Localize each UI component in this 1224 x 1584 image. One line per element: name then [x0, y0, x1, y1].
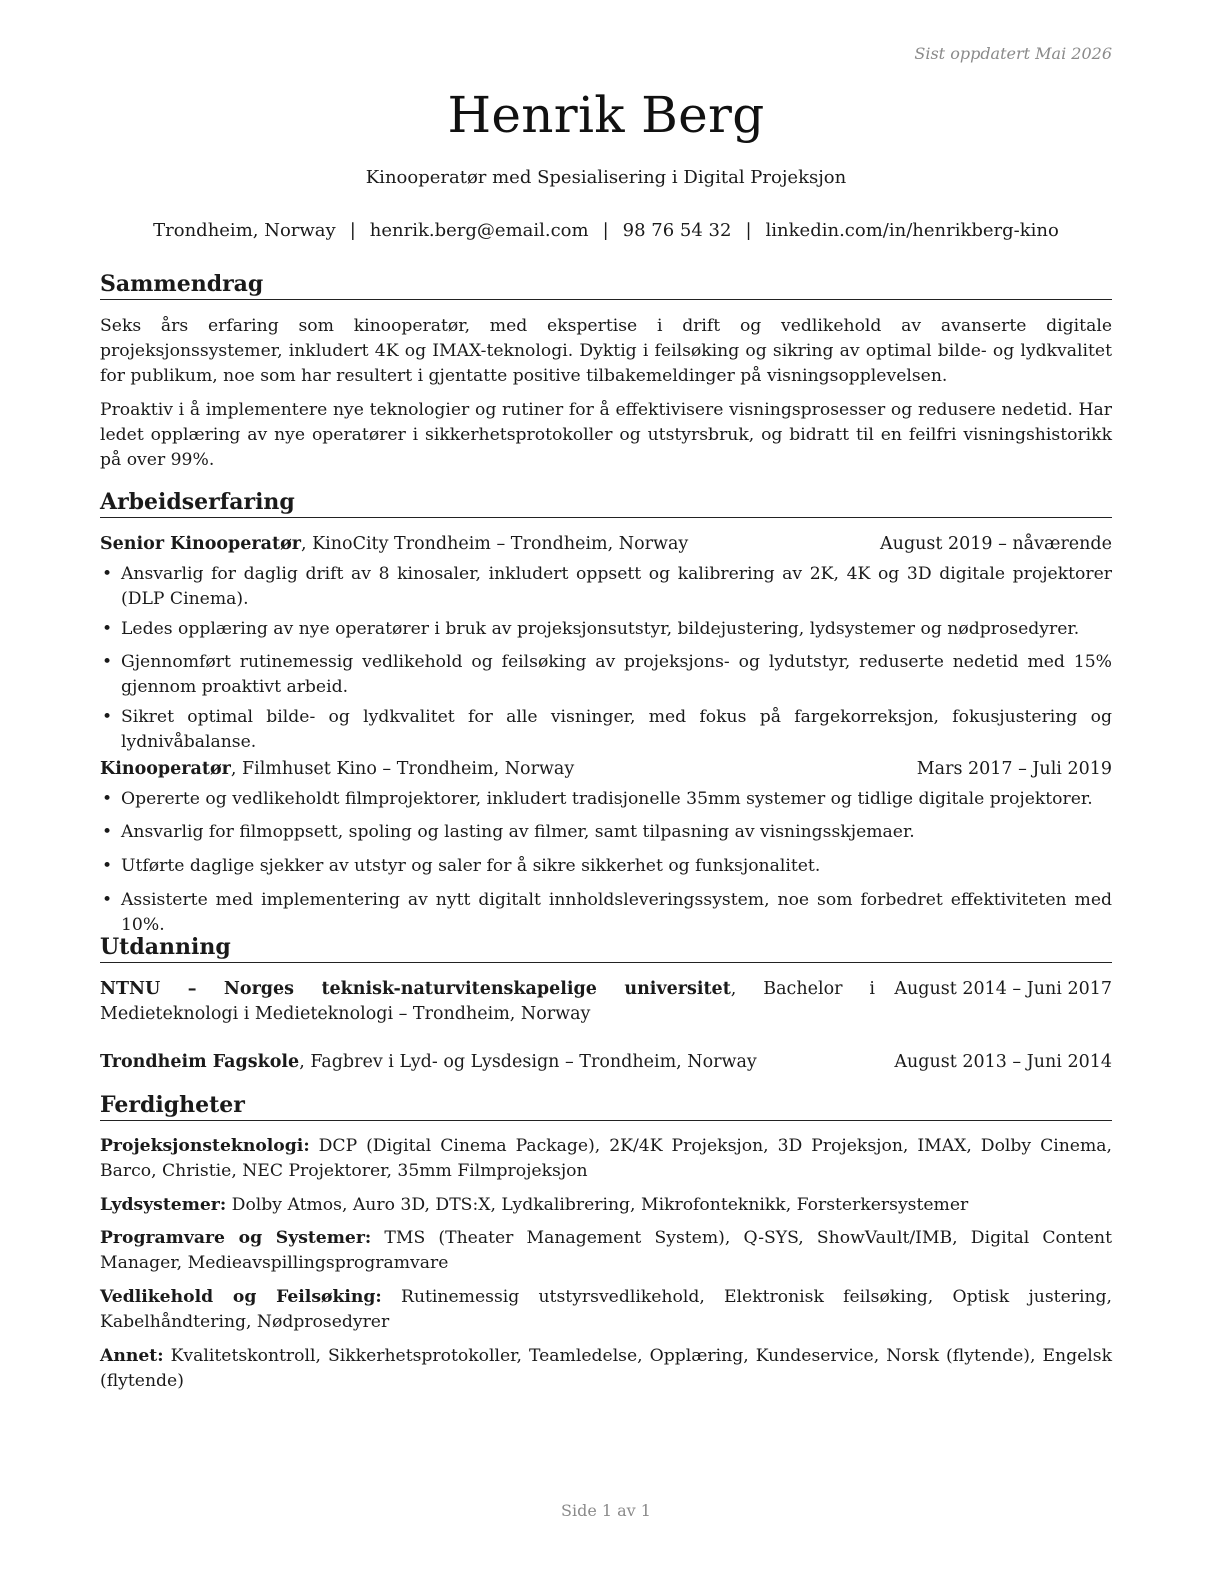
summary-paragraph: Proaktiv i å implementere nye teknologier og rutiner for å effektivisere visningsprosesser og redusere nedetid. Har ledet opplæring av nye operatører i sikkerhetsprotokoller og utstyrsbruk, og bidratt til en feilfri visningshistorikk på over 99%. [100, 400, 1112, 470]
job-bullet [100, 854, 1112, 879]
contact-phone: 98 76 54 32 [622, 220, 732, 241]
job-bullet [100, 705, 1112, 755]
education-school: Trondheim Fagskole [100, 1052, 300, 1072]
education-details: , Bachelor i Medieteknologi i Medieteknologi – Trondheim, Norway [100, 979, 875, 1024]
skill-text: TMS (Theater Management System), Q-SYS, ShowVault/IMB, Digital Content Manager, Medieavspillingsprogramvare [100, 1228, 1112, 1273]
skill-group [100, 1344, 1112, 1394]
job-bullet [100, 888, 1112, 938]
last-updated: Sist oppdatert Mai 2026 [914, 44, 1112, 63]
bullet-icon: • [102, 789, 113, 809]
job-employer: , KinoCity Trondheim – Trondheim, Norway [300, 534, 689, 554]
skill-group [100, 1134, 1112, 1184]
bullet-icon: • [102, 652, 113, 672]
bullet-icon: • [102, 619, 113, 639]
contact-separator: | [349, 220, 356, 241]
education-entry [100, 977, 875, 1027]
bullet-icon: • [102, 856, 113, 876]
job-title-line [100, 532, 688, 557]
job-dates: August 2019 – nåværende [880, 534, 1112, 554]
job-role: Kinooperatør [100, 759, 231, 779]
job-bullet [100, 787, 1112, 812]
job-bullet [100, 617, 1112, 642]
job-bullet-text: Assisterte med implementering av nytt digitalt innholdsleveringssystem, noe som forbedret effektiviteten med 10%. [121, 890, 1112, 935]
job-bullet-text: Ansvarlig for filmoppsett, spoling og lasting av filmer, samt tilpasning av visningsskjemaer. [121, 822, 915, 842]
section-title-education: Utdanning [100, 933, 1112, 963]
skill-label: Lydsystemer: [100, 1195, 227, 1215]
job-bullet-text: Gjennomført rutinemessig vedlikehold og feilsøking av projeksjons- og lydutstyr, reduserte nedetid med 15% gjennom proaktivt arbeid. [121, 652, 1112, 697]
contact-separator: | [745, 220, 752, 241]
resume-page [100, 0, 1112, 1584]
candidate-title: Kinooperatør med Spesialisering i Digital Projeksjon [365, 167, 847, 188]
skill-text: Dolby Atmos, Auro 3D, DTS:X, Lydkalibrering, Mikrofonteknikk, Forsterkersystemer [226, 1195, 969, 1215]
bullet-icon: • [102, 707, 113, 727]
candidate-name: Henrik Berg [447, 86, 765, 144]
job-bullet-text: Ansvarlig for daglig drift av 8 kinosaler, inkludert oppsett og kalibrering av 2K, 4K og 3D digitale projektorer (DLP Cinema). [121, 564, 1112, 609]
skill-label: Programvare og Systemer: [100, 1228, 372, 1248]
summary-paragraph: Seks års erfaring som kinooperatør, med ekspertise i drift og vedlikehold av avanserte digitale projeksjonssystemer, inkludert 4K og IMAX-teknologi. Dyktig i feilsøking og sikring av optimal bilde- og lydkvalitet for publikum, noe som har resultert i gjentatte positive tilbakemeldinger på visningsopplevelsen. [100, 316, 1112, 386]
job-bullet-text: Ledes opplæring av nye operatører i bruk av projeksjonsutstyr, bildejustering, lydsystemer og nødprosedyrer. [121, 619, 1080, 639]
contact-separator: | [602, 220, 609, 241]
skill-text: Rutinemessig utstyrsvedlikehold, Elektronisk feilsøking, Optisk justering, Kabelhåndtering, Nødprosedyrer [100, 1287, 1112, 1332]
job-bullet-text: Sikret optimal bilde- og lydkvalitet for alle visninger, med fokus på fargekorreksjon, fokusjustering og lydnivåbalanse. [121, 707, 1112, 752]
contact-linkedin[interactable]: linkedin.com/in/henrikberg-kino [765, 220, 1059, 241]
education-entry [100, 1050, 875, 1075]
education-details: , Fagbrev i Lyd- og Lysdesign – Trondheim, Norway [299, 1052, 757, 1072]
job-employer: , Filmhuset Kino – Trondheim, Norway [230, 759, 575, 779]
section-title-experience: Arbeidserfaring [100, 488, 1112, 518]
section-title-skills: Ferdigheter [100, 1091, 1112, 1121]
bullet-icon: • [102, 564, 113, 584]
job-dates: Mars 2017 – Juli 2019 [916, 759, 1112, 779]
section-title-summary: Sammendrag [100, 270, 1112, 300]
contact-line [100, 220, 1112, 241]
skill-label: Annet: [100, 1346, 164, 1366]
page-number: Side 1 av 1 [561, 1501, 651, 1520]
skill-text: DCP (Digital Cinema Package), 2K/4K Projeksjon, 3D Projeksjon, IMAX, Dolby Cinema, Barco, Christie, NEC Projektorer, 35mm Filmprojeksjon [100, 1136, 1112, 1181]
skill-group [100, 1193, 1112, 1218]
skill-group [100, 1226, 1112, 1276]
skill-label: Projeksjonsteknologi: [100, 1136, 310, 1156]
skill-group [100, 1285, 1112, 1335]
education-dates: August 2013 – Juni 2014 [894, 1052, 1112, 1072]
contact-location: Trondheim, Norway [153, 220, 336, 241]
bullet-icon: • [102, 822, 113, 842]
job-bullet-text: Utførte daglige sjekker av utstyr og saler for å sikre sikkerhet og funksjonalitet. [121, 856, 821, 876]
job-bullet [100, 562, 1112, 612]
bullet-icon: • [102, 890, 113, 910]
skill-text: Kvalitetskontroll, Sikkerhetsprotokoller, Teamledelse, Opplæring, Kundeservice, Norsk (flytende), Engelsk (flytende) [100, 1346, 1112, 1391]
job-bullet-text: Opererte og vedlikeholdt filmprojektorer, inkludert tradisjonelle 35mm systemer og tidlige digitale projektorer. [121, 789, 1093, 809]
contact-email[interactable]: henrik.berg@email.com [369, 220, 589, 241]
job-bullet [100, 650, 1112, 700]
job-bullet [100, 820, 1112, 845]
education-school: NTNU – Norges teknisk-naturvitenskapelige universitet [100, 979, 731, 999]
job-title-line [100, 757, 574, 782]
job-role: Senior Kinooperatør [100, 534, 301, 554]
education-dates: August 2014 – Juni 2017 [894, 979, 1112, 999]
skill-label: Vedlikehold og Feilsøking: [100, 1287, 382, 1307]
